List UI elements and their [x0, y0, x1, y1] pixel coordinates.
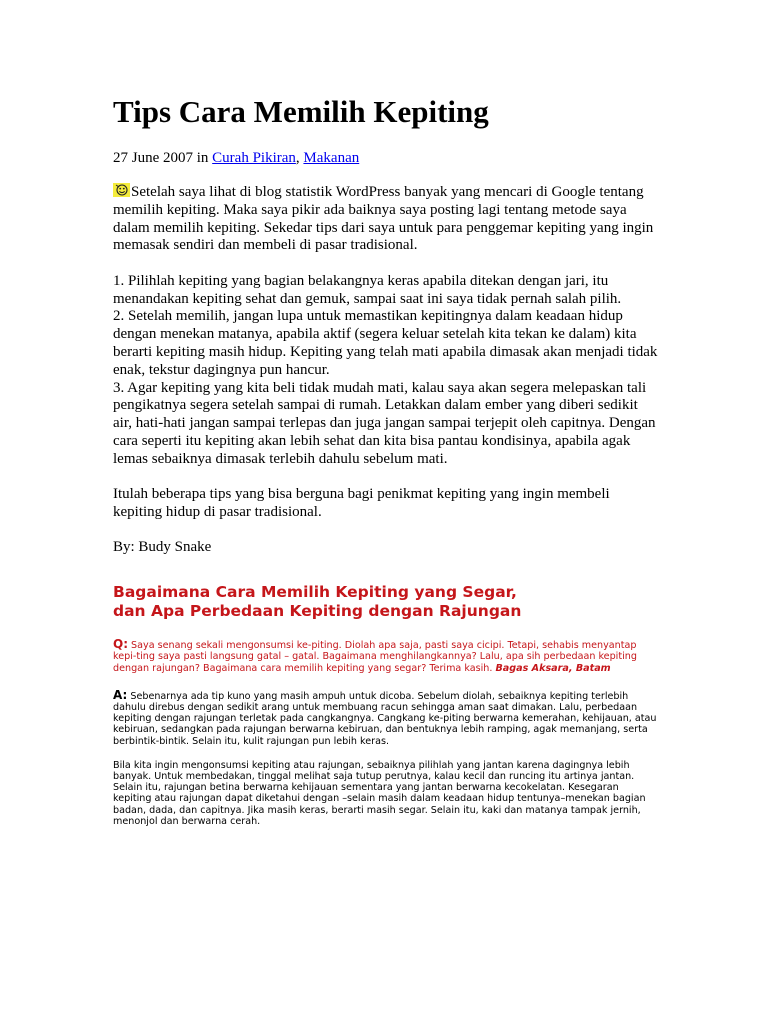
byline: By: Budy Snake: [113, 539, 212, 556]
post-date: 27 June 2007: [113, 150, 193, 166]
intro-text: Setelah saya lihat di blog statistik WordPress banyak yang mencari di Google tentang memilih kepiting. Maka saya pikir ada baiknya saya posting lagi tentang metode saya dalam memilih kepiting. Sekedar tips dari saya untuk para penggemar kepiting yang ingin memasak sendiri dan membeli di pasar tradisional.: [113, 184, 654, 254]
answer-block: [113, 687, 658, 747]
intro-paragraph: [113, 183, 658, 255]
tip-3: 3. Agar kepiting yang kita beli tidak mudah mati, kalau saya akan segera melepaskan tali pengikatnya segera setelah sampai di rumah. Letakkan dalam ember yang diberi sedikit air, hati-hati jangan sampai terlepas dan juga jangan sampai terjepit oleh capitnya. Dengan cara seperti itu kepiting akan lebih sehat dan kita bisa pantau kondisinya, apabila agak lemas sebaiknya dimasak terlebih dahulu sebelum mati.: [113, 379, 656, 467]
tip-2: 2. Setelah memilih, jangan lupa untuk memastikan kepitingnya dalam keadaan hidup dengan menekan matanya, apabila aktif (segera keluar setelah kita tekan ke dalam) kita berarti kepiting masih hidup. Kepiting yang telah mati apabila dimasak akan menjadi tidak enak, tekstur dagingnya pun hancur.: [113, 308, 658, 378]
answer-text-1: Sebenarnya ada tip kuno yang masih ampuh untuk dicoba. Sebelum diolah, sebaiknya kepiting terlebih dahulu direbus dengan sedikit arang untuk membuang racun sehingga aman saat dimakan. Lalu, perbedaan kepiting dengan rajungan terletak pada cangkangnya. Cangkang ke-piting berwarna kemerahan, kehijauan, atau kebiruan, sedangkan pada rajungan berwarna kebiruan, dan bentuknya lebih ramping, agak memanjang, serta berbintik-bintik. Selain itu, kulit rajungan pun lebih keras.: [113, 690, 657, 747]
smiley-icon: [113, 183, 130, 197]
question-block: [113, 639, 658, 674]
tip-1: 1. Pilihlah kepiting yang bagian belakangnya keras apabila ditekan dengan jari, itu menandakan kepiting sehat dan gemuk, sampai saat ini saya tidak pernah salah pilih.: [113, 272, 622, 307]
qa-heading-line-1: Bagaimana Cara Memilih Kepiting yang Segar,: [113, 583, 517, 602]
question-mark: Q:: [113, 637, 128, 652]
answer-mark: A:: [113, 687, 128, 702]
post-meta: [113, 149, 658, 168]
article-title: Tips Cara Memilih Kepiting: [113, 94, 489, 129]
closing-paragraph: Itulah beberapa tips yang bisa berguna bagi penikmat kepiting yang ingin membeli kepiting hidup di pasar tradisional.: [113, 486, 610, 520]
in-word: in: [193, 150, 213, 166]
category-link-curah-pikiran[interactable]: Curah Pikiran: [212, 150, 296, 166]
answer-paragraph-2: Bila kita ingin mengonsumsi kepiting atau rajungan, sebaiknya pilihlah yang jantan karena dagingnya lebih banyak. Untuk membedakan, tinggal melihat saja tutup perutnya, kalau kecil dan runcing itu artinya jantan. Selain itu, rajungan betina berwarna kehijauan sementara yang jantan berwarna kecokelatan. Kesegaran kepiting atau rajungan dapat diketahui dengan –selain masih dalam keadaan hidup tentunya–menekan bagian badan, dada, dan capitnya. Jika masih keras, berarti masih segar. Selain itu, kaki dan matanya tampak jernih, menonjol dan berwarna cerah.: [113, 759, 646, 827]
qa-heading-line-2: dan Apa Perbedaan Kepiting dengan Rajungan: [113, 601, 522, 620]
question-text: Saya senang sekali mengonsumsi ke-piting. Diolah apa saja, pasti saya cicipi. Tetapi, sehabis menyantap kepi-ting saya pasti langsung gatal – gatal. Bagaimana menghilangkannya? Lalu, apa sih perbedaan kepiting dengan rajungan? Bagaimana cara memilih kepiting yang segar? Terima kasih.: [113, 640, 637, 674]
category-separator: ,: [295, 150, 300, 166]
asker-signature: Bagas Aksara, Batam: [495, 662, 611, 674]
qa-heading: [113, 583, 658, 620]
category-link-makanan[interactable]: Makanan: [303, 150, 360, 166]
document-content: [113, 92, 658, 827]
